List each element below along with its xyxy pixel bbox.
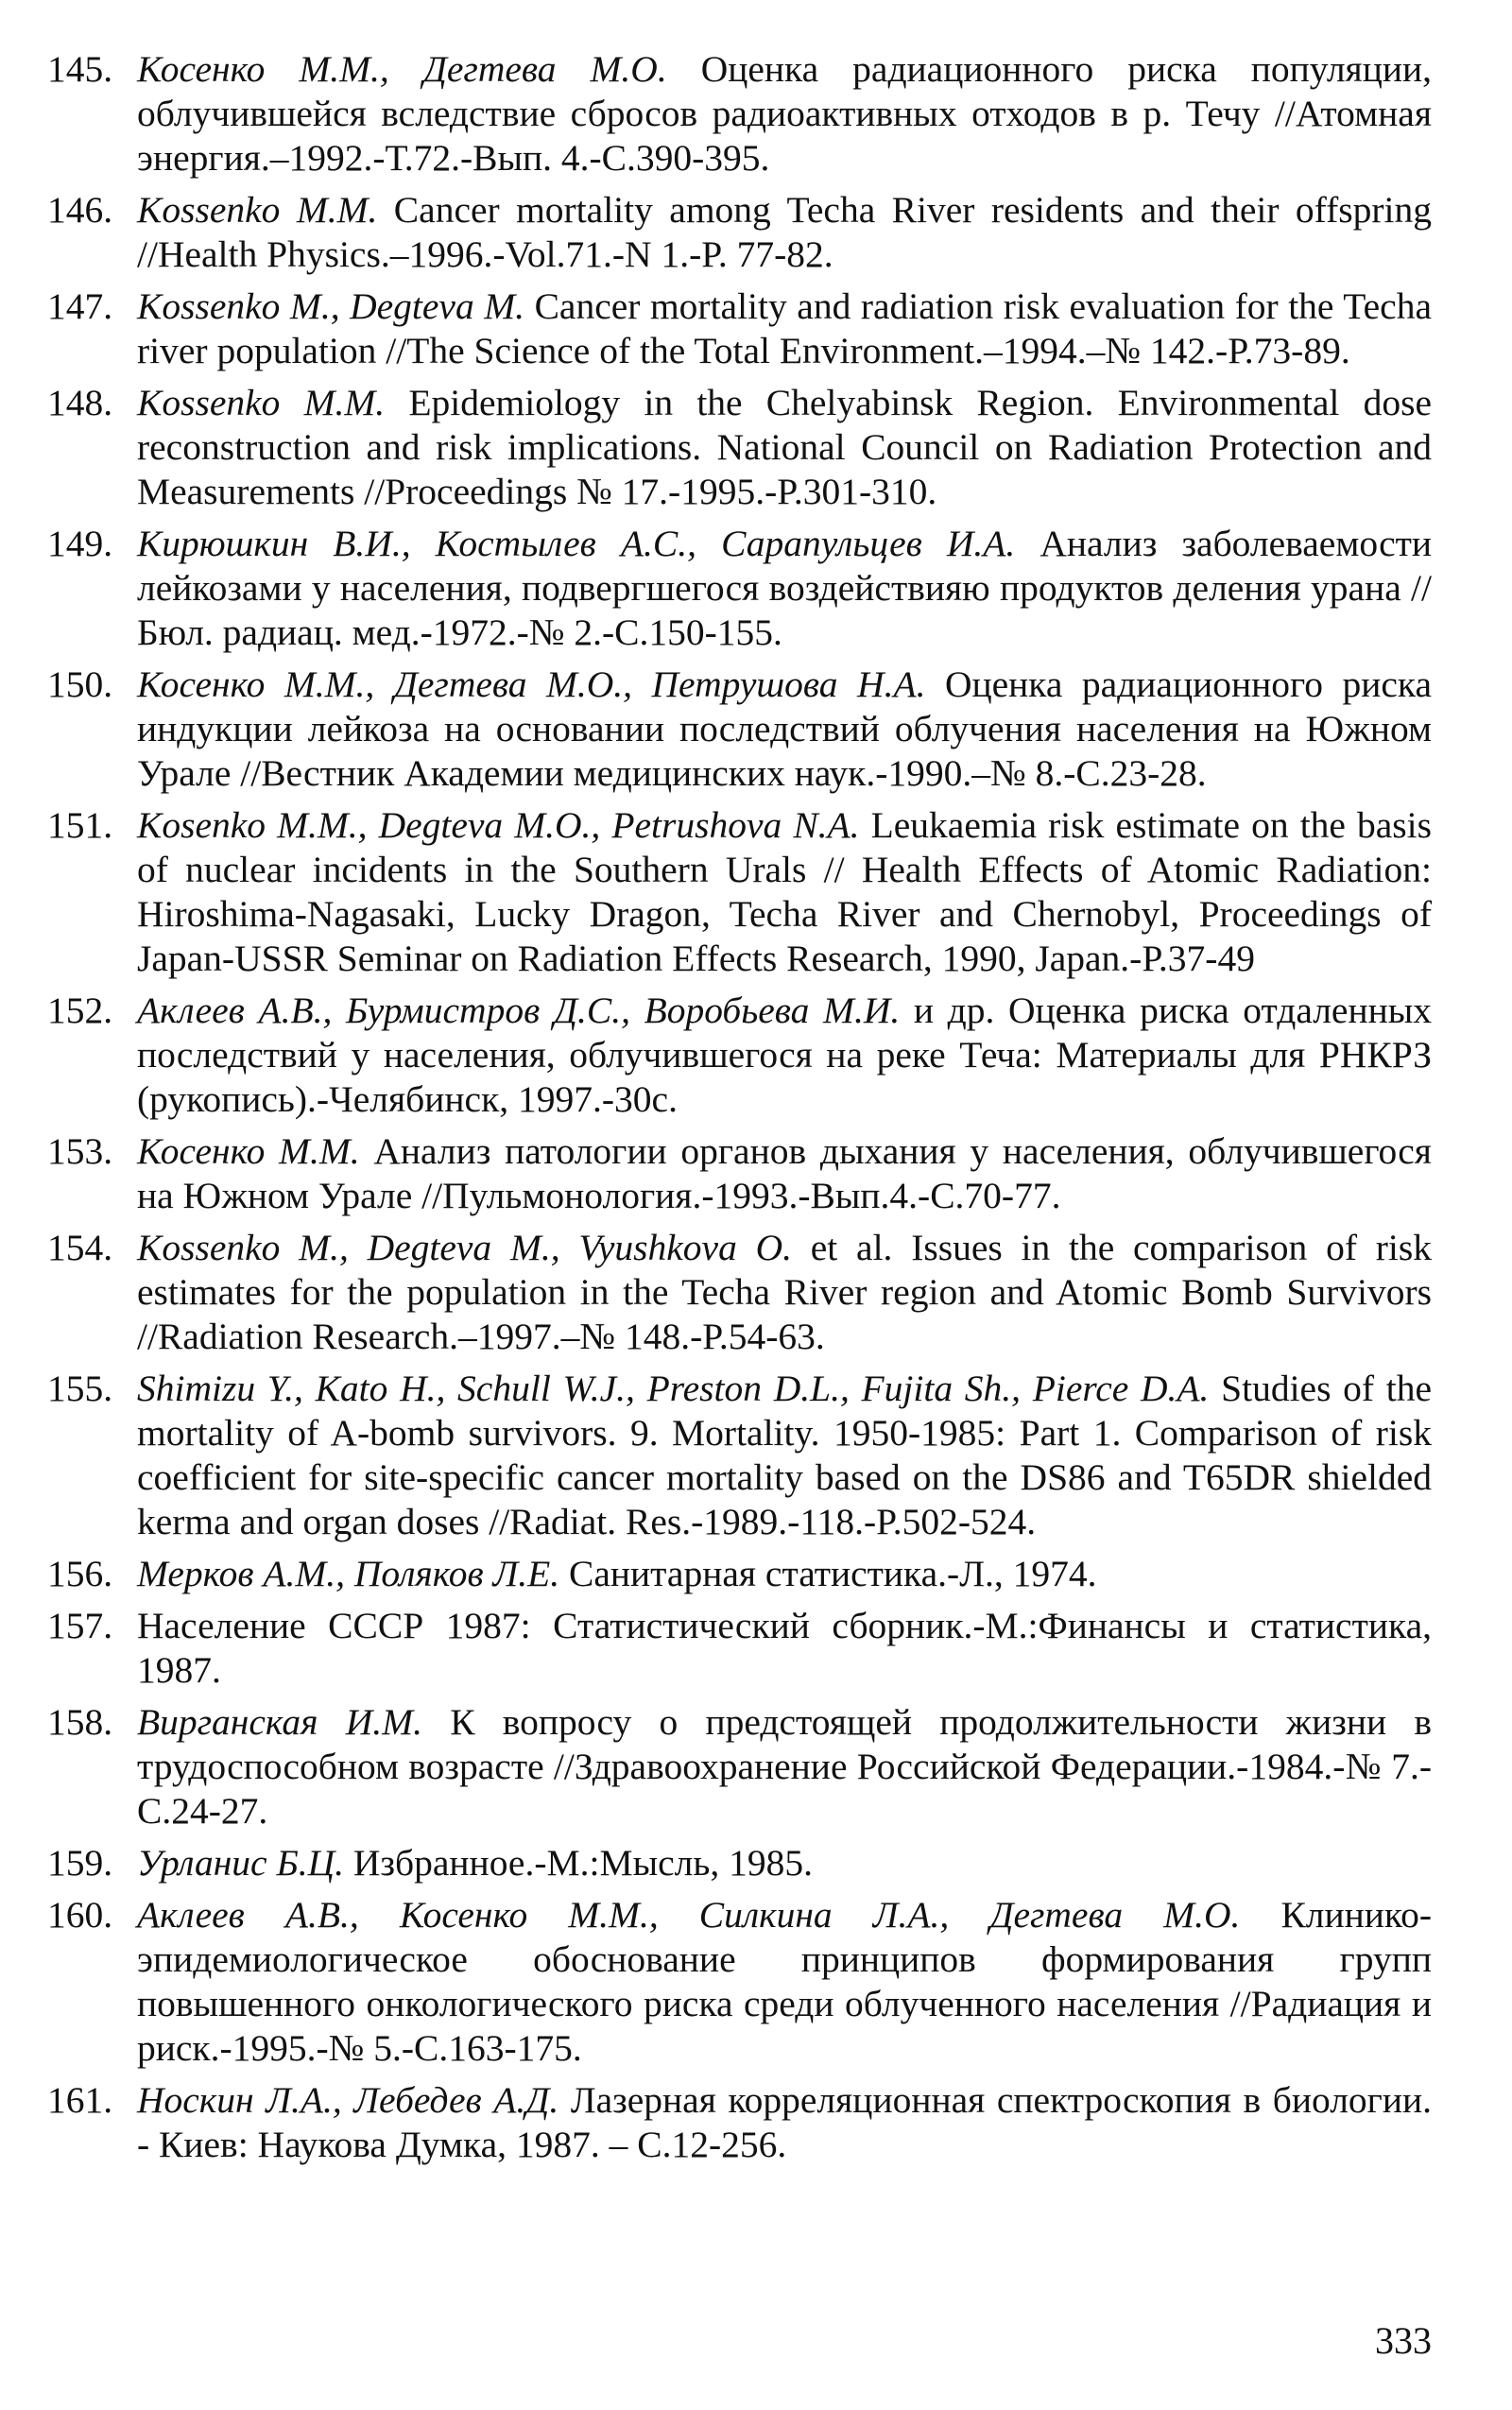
reference-number: 156.: [47, 1553, 113, 1594]
reference-item: [0, 989, 1432, 1122]
reference-authors: Носкин Л.А., Лебедев А.Д.: [137, 2079, 559, 2121]
reference-number: 161.: [47, 2079, 113, 2121]
reference-number: 145.: [47, 48, 113, 90]
reference-authors: Аклеев А.В., Бурмистров Д.С., Воробьева М.И.: [137, 990, 901, 1031]
reference-text: Cancer mortality and radiation risk evaluation for the Techa river population //The Science of the Total Environment.–1994.–№ 142.-P.73-89.: [137, 285, 1432, 371]
reference-number: 157.: [47, 1605, 113, 1646]
reference-text: К вопросу о предстоящей продолжительности жизни в трудоспособном возрасте //Здравоохранение Российской Федерации.-1984.-№ 7.-С.24-27.: [137, 1701, 1433, 1832]
reference-item: [0, 1604, 1432, 1693]
reference-item: [0, 1367, 1432, 1544]
reference-text: Оценка радиационного риска популяции, облучившейся вследствие сбросов радиоактивных отходов в р. Течу //Атомная энергия.–1992.-Т.72.-Вып. 4.-С.390-395.: [137, 48, 1432, 179]
reference-text: и др. Оценка риска отдаленных последствий у населения, облучившегося на реке Теча: Материалы для РНКРЗ (рукопись).-Челябинск, 1997.-30с.: [137, 990, 1433, 1120]
reference-text: Анализ патологии органов дыхания у населения, облучившегося на Южном Урале //Пульмонология.-1993.-Вып.4.-С.70-77.: [137, 1130, 1432, 1216]
reference-text: Избранное.-М.:Мысль, 1985.: [344, 1842, 813, 1884]
reference-authors: Kossenko M., Degteva M.: [137, 285, 525, 327]
reference-item: [0, 188, 1432, 277]
reference-item: [0, 663, 1432, 796]
reference-number: 147.: [47, 285, 113, 327]
reference-text: Клинико-эпидемиологическое обоснование принципов формирования групп повышенного онкологического риска среди облученного населения //Радиация и риск.-1995.-№ 5.-С.163-175.: [137, 1894, 1432, 2069]
reference-authors: Вирганская И.М.: [137, 1701, 422, 1743]
reference-authors: Косенко М.М., Дегтева М.О.: [137, 48, 667, 90]
reference-text: Население СССР 1987: Статистический сборник.-М.:Финансы и статистика, 1987.: [137, 1605, 1432, 1691]
reference-text: et al. Issues in the comparison of risk estimates for the population in the Techa River region and Atomic Bomb Survivors //Radiation Research.–1997.–№ 148.-P.54-63.: [137, 1227, 1432, 1357]
reference-authors: Kossenko M., Degteva M., Vyushkova O.: [137, 1227, 793, 1268]
reference-item: [0, 1893, 1432, 2071]
reference-number: 152.: [47, 990, 113, 1031]
reference-item: [0, 803, 1432, 981]
reference-authors: Kossenko M.M.: [137, 382, 386, 423]
reference-text: Анализ заболеваемости лейкозами у населения, подвергшегося воздействияю продуктов деления урана //Бюл. радиац. мед.-1972.-№ 2.-С.150-155.: [137, 523, 1433, 653]
reference-authors: Кирюшкин В.И., Костылев А.С., Сарапульцев И.А.: [137, 523, 1016, 564]
reference-text: Leukaemia risk estimate on the basis of nuclear incidents in the Southern Urals // Health Effects of Atomic Radiation: Hiroshima-Nagasaki, Lucky Dragon, Techa River and Chernobyl, Proceedings of Japan-USSR Seminar on Radiation Effects Research, 1990, Japan.-P.37-49: [137, 804, 1433, 979]
reference-number: 151.: [47, 804, 113, 846]
reference-authors: Косенко М.М.: [137, 1130, 360, 1172]
reference-item: [0, 1700, 1432, 1833]
reference-authors: Kossenko M.M.: [137, 189, 378, 231]
reference-authors: Косенко М.М., Дегтева М.О., Петрушова Н.А.: [137, 663, 926, 705]
reference-authors: Kosenko M.M., Degteva M.O., Petrushova N.A.: [137, 804, 860, 846]
reference-text: Лазерная корреляционная спектроскопия в биологии. - Киев: Наукова Думка, 1987. – С.12-256.: [137, 2079, 1433, 2165]
reference-item: [0, 522, 1432, 655]
reference-number: 158.: [47, 1701, 113, 1743]
reference-number: 149.: [47, 523, 113, 564]
reference-item: [0, 1129, 1432, 1218]
reference-text: Санитарная статистика.-Л., 1974.: [559, 1553, 1097, 1594]
reference-number: 148.: [47, 382, 113, 423]
reference-number: 159.: [47, 1842, 113, 1884]
reference-number: 150.: [47, 663, 113, 705]
page-number: 333: [1375, 2319, 1432, 2362]
reference-item: [0, 1552, 1432, 1596]
reference-text: Studies of the mortality of A-bomb survivors. 9. Mortality. 1950-1985: Part 1. Comparison of risk coefficient for site-specific cancer mortality based on the DS86 and T65DR shielded kerma and organ doses //Radiat. Res.-1989.-118.-P.502-524.: [137, 1368, 1433, 1542]
reference-authors: Аклеев А.В., Косенко М.М., Силкина Л.А., Дегтева М.О.: [137, 1894, 1241, 1936]
reference-number: 155.: [47, 1368, 113, 1409]
reference-number: 160.: [47, 1894, 113, 1936]
reference-item: [0, 1841, 1432, 1885]
reference-item: [0, 284, 1432, 373]
reference-number: 154.: [47, 1227, 113, 1268]
reference-text: Cancer mortality among Techa River residents and their offspring //Health Physics.–1996.-Vol.71.-N 1.-P. 77-82.: [137, 189, 1432, 275]
reference-item: [0, 2078, 1432, 2167]
reference-text: Оценка радиационного риска индукции лейкоза на основании последствий облучения населения на Южном Урале //Вестник Академии медицинских наук.-1990.–№ 8.-С.23-28.: [137, 663, 1432, 794]
reference-number: 153.: [47, 1130, 113, 1172]
reference-authors: Shimizu Y., Kato H., Schull W.J., Preston D.L., Fujita Sh., Pierce D.A.: [137, 1368, 1210, 1409]
reference-authors: Урланис Б.Ц.: [137, 1842, 345, 1884]
reference-item: [0, 1226, 1432, 1359]
reference-item: [0, 47, 1432, 181]
reference-number: 146.: [47, 189, 113, 231]
reference-authors: Мерков А.М., Поляков Л.Е.: [137, 1553, 560, 1594]
reference-item: [0, 381, 1432, 514]
reference-list: [0, 47, 1512, 2175]
reference-text: Epidemiology in the Chelyabinsk Region. Environmental dose reconstruction and risk implications. National Council on Radiation Protection and Measurements //Proceedings № 17.-1995.-P.301-310.: [137, 382, 1432, 512]
